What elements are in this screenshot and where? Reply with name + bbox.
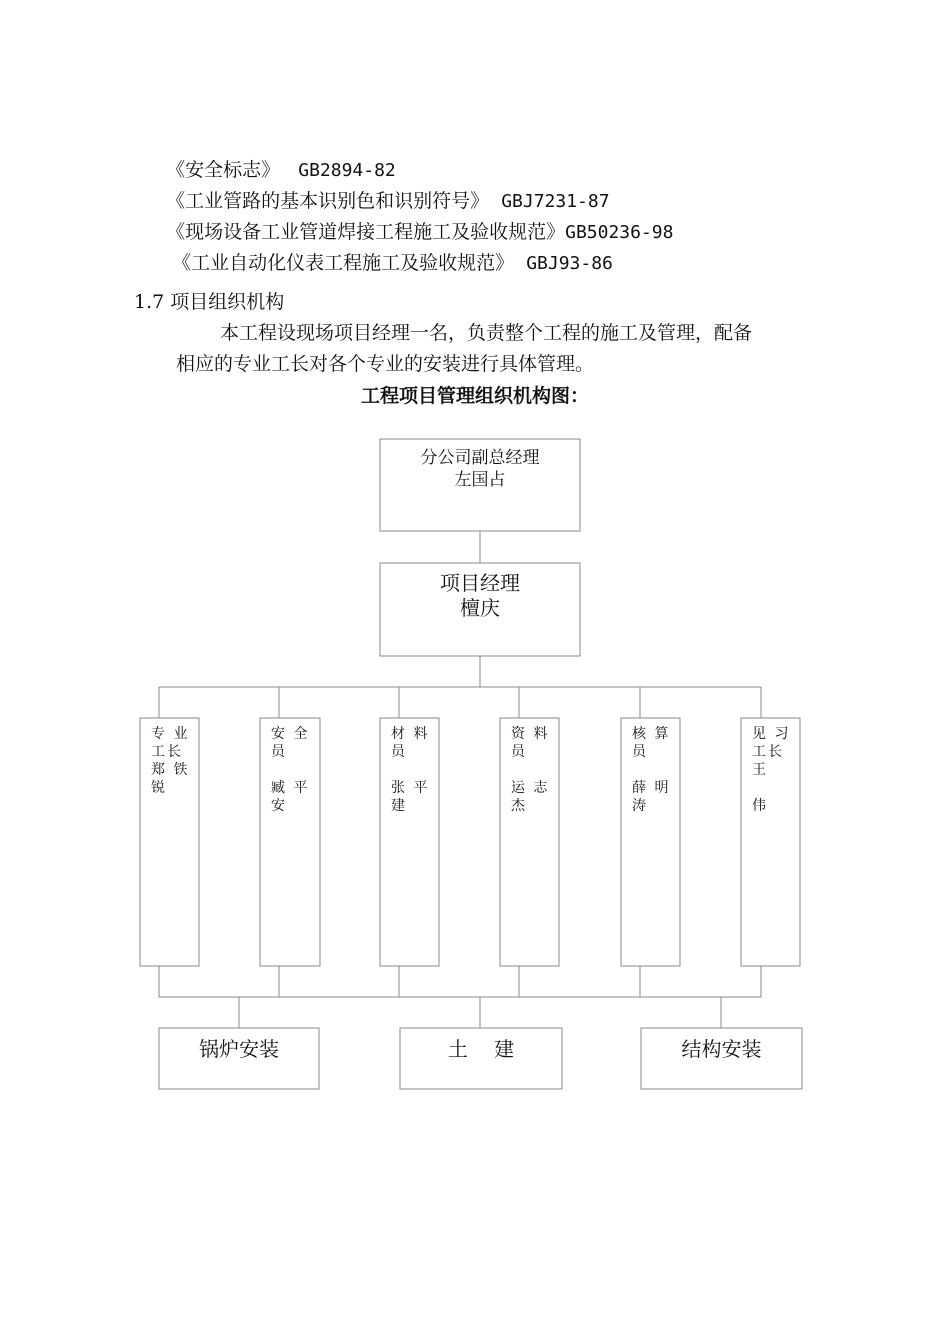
chart-title: 工程项目管理组织机构图：: [360, 385, 589, 407]
standard-title: 《工业自动化仪表工程施工及验收规范》: [172, 252, 515, 274]
department-label: 锅炉安装: [199, 1037, 279, 1061]
manager-role: 项目经理: [440, 571, 520, 595]
standard-code: GB50236-98: [565, 222, 674, 243]
department-label: 结构安装: [681, 1037, 762, 1061]
standard-title: 《现场设备工业管道焊接工程施工及验收规范》: [166, 221, 566, 243]
manager-name: 檀庆: [460, 596, 500, 620]
top-box-text: [380, 447, 580, 491]
standard-code: GBJ7231-87: [501, 191, 610, 212]
standard-code: GB2894-82: [298, 160, 396, 181]
standard-title: 《安全标志》: [166, 159, 281, 181]
staff-text: 核 算 员 薛 明 涛: [632, 726, 671, 814]
top-role: 分公司副总经理: [420, 448, 540, 468]
staff-text: 见 习 工长 王 伟: [752, 726, 791, 814]
standard-code: GBJ93-86: [526, 253, 613, 274]
paragraph-line: 相应的专业工长对各个专业的安装进行具体管理。: [176, 353, 595, 375]
top-name: 左国占: [454, 470, 506, 490]
manager-box-text: [380, 571, 580, 621]
staff-text: 专 业 工长 郑 铁 锐: [151, 726, 190, 796]
staff-text: 材 料 员 张 平 建: [391, 726, 430, 814]
paragraph-line: 本工程设现场项目经理一名，负责整个工程的施工及管理，配备: [220, 322, 753, 344]
staff-text: 资 料 员 运 志 杰: [511, 726, 550, 814]
staff-text: 安 全 员 臧 平 安: [271, 726, 310, 814]
section-heading: 1.7 项目组织机构: [134, 291, 285, 313]
standard-title: 《工业管路的基本识别色和识别符号》: [166, 190, 490, 212]
department-label: 土 建: [447, 1037, 515, 1061]
